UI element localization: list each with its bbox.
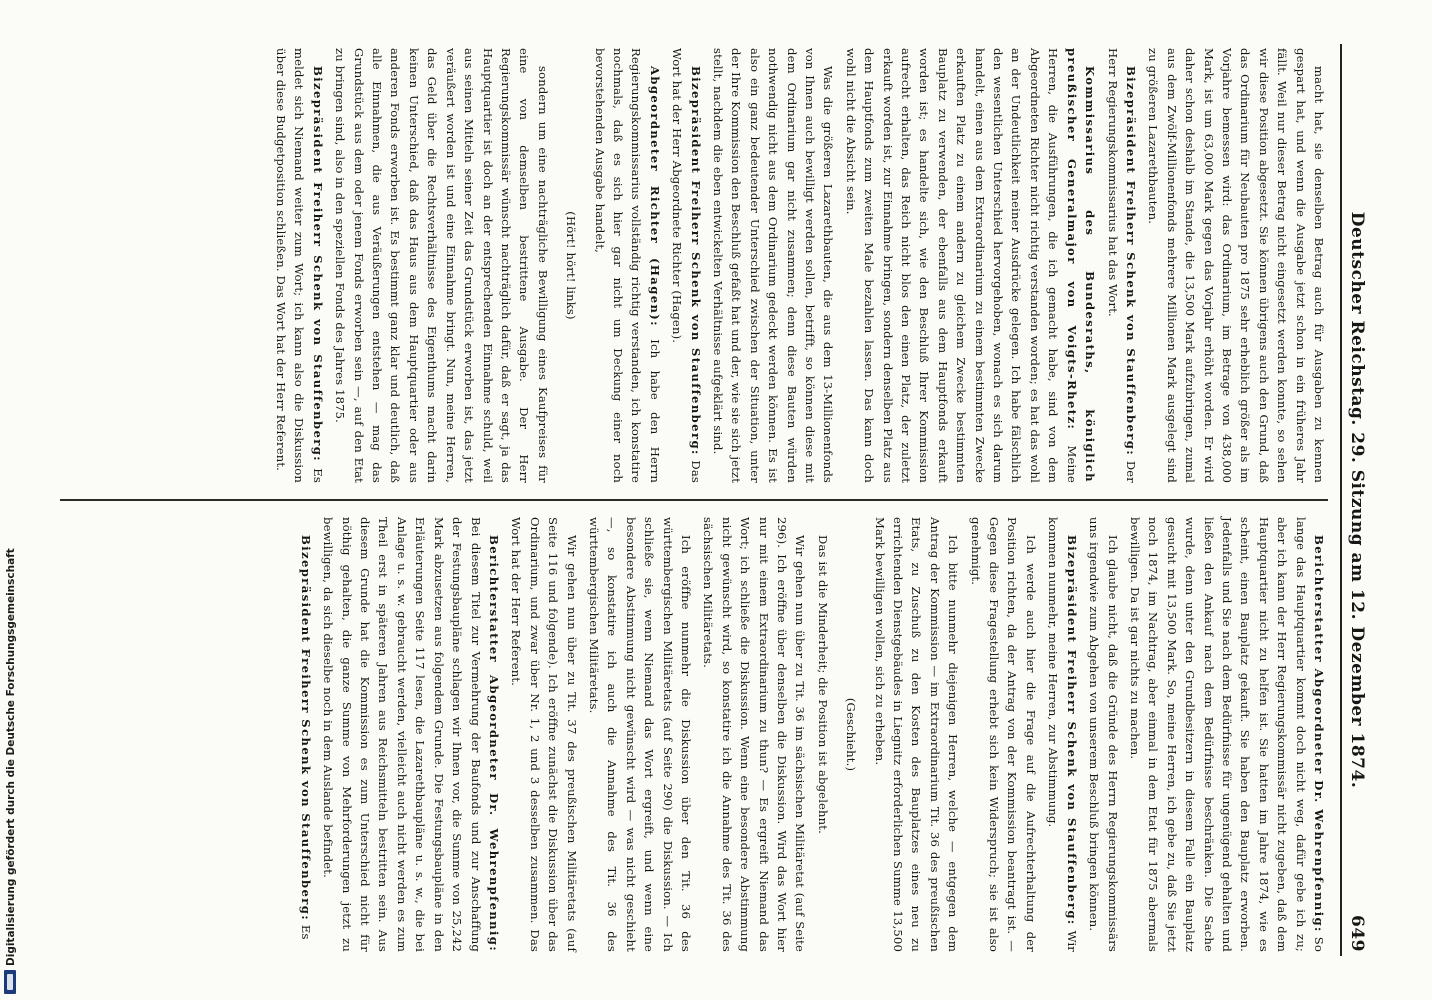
speaker-name: Bizepräsident Freiherr Schenk von Stauffenberg: [1064,535,1079,926]
paragraph-text: Ich werde auch hier die Frage auf die Aufrechterhaltung der Position richten, da der Antrag von der Kommission beantragt ist. — Gegen diese Fragestellung erhebt sich kein Widerspruch; sie ist also genehmigt. [968,517,1038,952]
paragraph-text: Wir gehen nun über zu Tit. 36 im sächsischen Militäretat (auf Seite 296). Ich eröffne über denselben die Diskussion. Wird das Wort hier nur mit einem Extraordinarium zu thun? — Es ergreift Niemand das Wort; ich schließe die Diskussion. Wenn eine besondere Abstimmung nicht gewünscht wird, so konstatire ich die Annahme des Tit. 36 des sächsischen Militäretats. [701,517,808,952]
paragraph-text: Ich bitte nunmehr diejenigen Herren, welche — entgegen dem Antrag der Kommission — im Extraordinarium Tit. 36 des preußischen Etats, zu Zuschuß zu den Kosten des Bauplatzes eines neu zu errichtenden Dienstgebäudes in Liegnitz erforderlichen Summe 13,500 Mark bewilligen wollen, sich zu erheben. [872,517,961,952]
paragraph [1044,517,1081,952]
speaker-name: Berichterstatter Abgeordneter Dr. Wehrenpfennig: [486,535,501,952]
page-number: 649 [1347,915,1367,952]
paragraph-text: Ich glaube nicht, daß die Gründe des Herrn Regierungskommissärs uns irgendwie zum Abgehen von unserem Beschluß bringen können. [1087,517,1120,952]
speaker-name: Bizepräsident Freiherr Schenk von Stauffenberg: [688,66,703,456]
speaker-name: Kommissarius des Bundesraths, königlich preußischer Generalmajor von Voigts-Rhetz: [1064,48,1098,483]
paragraph [296,517,314,952]
paragraph [272,48,327,483]
paragraph [319,517,503,952]
paragraph-text: Wir kommen nunmehr, meine Herren, zur Abstimmung. [1046,517,1079,952]
funding-stamp-text: Digitalisierung gefördert durch die Deutsche Forschungsgemeinschaft [5,548,17,966]
paragraph [1085,517,1122,952]
paragraph [507,517,581,952]
paragraph-text: Der Herr Regierungskommissarius hat das Wort. [1105,48,1138,483]
paragraph-text: Das Wort hat der Herr Abgeordnete Richter (Hagen). [670,48,703,483]
right-column [60,501,1328,956]
paragraph [1126,517,1328,952]
paragraph-text: Was die größeren Lazarethbauten, die aus dem 13-Millionenfonds von Ihnen auch bewilligt werden sollen, betrifft, so können diese mit dem Ordinarium gar nicht zusammen; denn diese Bauten würden nothwendig nicht aus dem Ordinarium gedeckt werden können. Es ist also ein ganz bedeutender Unterschied zwischen der Situation, unter der Ihre Kommission den Beschluß gefaßt hat und der, wie sie sich jetzt stellt, nachdem die eben entwickelten Verhältnisse aufgeklärt sind. [711,48,836,483]
paragraph-text: Das ist die Minderheit; die Position ist abgelehnt. [815,535,830,834]
paragraph-text: (Hört! hört! links) [564,211,579,320]
paragraph-text: Bei diesem Titel zur Vermehrung der Baufonds und zur Anschaffung der Festungsbaupläne schlagen wir Ihnen vor, die Summe von 25,242 Mark abzusetzen aus folgendem Grunde. Die Festungsbaupläne in den Erläuterungen Seite 117 lesen, die Lazarethbaupläne u. s. w., die bei Anlage u. s. w. gebraucht werden, vielleicht auch nicht werden es zum Theil erst in späteren Jahren aus Reichsmitteln bestritten sein. Aus diesem Grunde hat die Kommission es zum Unterschied nicht für nöthig gehalten, die ganze Summe von Mehrforderungen jetzt zu bewilligen, da sich dieselbe noch in dem Auslande befindet. [321,517,483,952]
paragraph-text: (Geschieht.) [844,697,859,772]
paragraph-text: sondern um eine nachträgliche Bewilligung eines Kaufpreises für eine von demselben bestrittene Ausgabe. Der Herr Regierungskommissär wünscht nachträglich dafür, daß er sagt, ja das Hauptquartier ist doch an der entsprechenden Einnahme schuld, weil aus seinen Mitteln seiner Zeit das Grundstück erworben ist, das jetzt veräußert worden ist und eine Einnahme bringt. Nun, meine Herren, das Geld über die Rechtsverhältnisse des Eigenthums macht darin keinen Unterschied, daß das Haus aus dem Hauptquartier oder aus anderen Fonds erworben ist. Es bestimmt ganz klar und deutlich, daß alle Einnahmen, die aus Veräußerungen entstehen — mag das Grundstück aus dem oder jenem Fonds erworben sein —, auf den Etat zu bringen sind, also in den speziellen Fonds des Jahres 1875. [333,48,550,483]
paragraph [1144,48,1328,483]
speaker-name: Bizepräsident Freiherr Schenk von Stauffenberg: [298,535,313,921]
paragraph-text: Es [298,924,313,940]
paragraph [699,517,809,952]
paragraph [590,48,664,483]
paragraph [331,48,552,483]
funding-stamp [2,548,18,996]
paragraph-text: Ich habe den Herrn Regierungskommissarius vollständig richtig verstanden, ich konstatire nochmals, daß es sich hier gar nicht um Deckung einer noch bevorstehenden Ausgabe handelt, [592,48,662,483]
paragraph-text: Wir gehen nun über zu Tit. 37 des preußischen Militäretats (auf Seite 116 und folgende). Ich eröffne zunächst die Diskussion über das Ordinarium, und zwar über Nr. 1, 2 und 3 desselben zusammen. Das Wort hat der Herr Referent. [509,517,579,952]
rotated-page [46,20,1386,980]
paragraph [668,48,705,483]
speaker-name: Bizepräsident Freiherr Schenk von Stauffenberg: [1123,66,1138,456]
running-head [1340,44,1368,956]
dfg-logo-icon [4,970,16,994]
paragraph-text: Ich eröffne nunmehr die Diskussion über den Tit. 36 des württembergischen Militäretats (auf Seite 290) die Diskussion. — Ich schließe sie, wenn Niemand das Wort ergreift, und wenn eine besondere Abstimmung nicht gewünscht wird — was nicht geschieht —, so konstatire ich auch die Annahme des Tit. 36 des württembergischen Militäretats. [586,517,693,952]
page-title: Deutscher Reichstag. 29. Sitzung am 12. Dezember 1874. [1347,211,1367,789]
paragraph [585,517,695,952]
left-column [60,44,1328,499]
speaker-name: Berichterstatter Abgeordneter Dr. Wehrenpfennig: [1312,535,1326,933]
paragraph [709,48,838,483]
interjection [562,48,580,483]
paragraph [813,517,831,952]
paragraph [870,517,962,952]
paragraph [966,517,1040,952]
paragraph-text: macht hat, sie denselben Betrag auch für Ausgaben zu kennen gespart hat, und wenn die Ausgabe jetzt schon in ein früheres Jahr fällt. Weil nur dieser Betrag nicht eingesetzt werden konnte, so sehen wir diese Position abgesetzt. Sie können übrigens auch den Grund, daß das Ordinarium für Neubauten pro 1875 sehr erheblich größer als im Vorjahre bemessen wird: das Ordinarium, im Betrage von 438,000 Mark, ist um 63,000 Mark gegen das Vorjahr erhöht worden. Er wird daher schon deshalb im Stande, die 13,500 Mark aufzubringen, zumal aus dem Zwölf-Millionenfonds mehrere Millionen Mark ausgelegt sind zu größeren Lazarethbauten. [1146,48,1326,483]
paragraph [841,48,1099,483]
speaker-name: Abgeordneter Richter (Hagen): [647,66,662,327]
paragraph-text: So lange das Hauptquartier kommt doch nicht weg, dafür gebe ich zu; aber ich kann der Herr Regierungskommissär nicht zugeben, daß dem Hauptquartier nicht zu helfen ist. Sie hatten im Jahre 1874, wie es scheint, einen Bauplatz gekauft. Sie haben den Bauplatz erworben. Jedenfalls und Sie nach dem Bedürfnisse für ungenügend gehalten und ließen den Ankauf nach dem Bedürfnisse beschränken. Die Sache wurde, denn unter den Grundbesitzern in diesem Falle ein Bauplatz gesucht mit 13,500 Mark. So, meine Herren, ich gebe zu, daß Sie jetzt noch 1874, im Nachtrag, aber einmal in dem Etat für 1875 abermals bewilligen. Da ist gar nichts zu machen. [1127,517,1326,952]
paragraph-text: Es meldet sich Niemand weiter zum Wort; ich kann also die Diskussion über diese Budgetposition schließen. Das Wort hat der Herr Referent. [274,48,325,483]
text-columns [60,44,1328,956]
speaker-name: Bizepräsident Freiherr Schenk von Stauffenberg: [310,66,325,462]
paragraph [1103,48,1140,483]
paragraph-text: Meine Herren, die Ausführungen, die ich gemacht habe, sind von dem Abgeordneten Richter nicht richtig verstanden worden; es hat das wohl an der Undeutlichkeit meiner Ausdrücke gelegen. Ich habe fälschlich den wesentlichen Unterschied hervorgehoben, wonach es sich darum handelt, einen aus dem Extraordinarium zu einem bestimmten Zwecke erkauften Platz zu einem andern zu gleichem Zwecke bestimmten Bauplatz zu verwenden, der ebenfalls aus dem Hauptfonds erkauft worden ist; es handelte sich, wie den Beschluß Ihrer Kommission aufrecht erhalten, das Reich nicht blos den einen Platz, der zuletzt erkauft worden ist, zur Einnahme bringen, sondern denselben Platz aus dem Hauptfonds zum zweiten Male bezahlen lassen. Das kann doch wohl nicht die Absicht sein. [843,48,1079,483]
interjection [842,517,860,952]
